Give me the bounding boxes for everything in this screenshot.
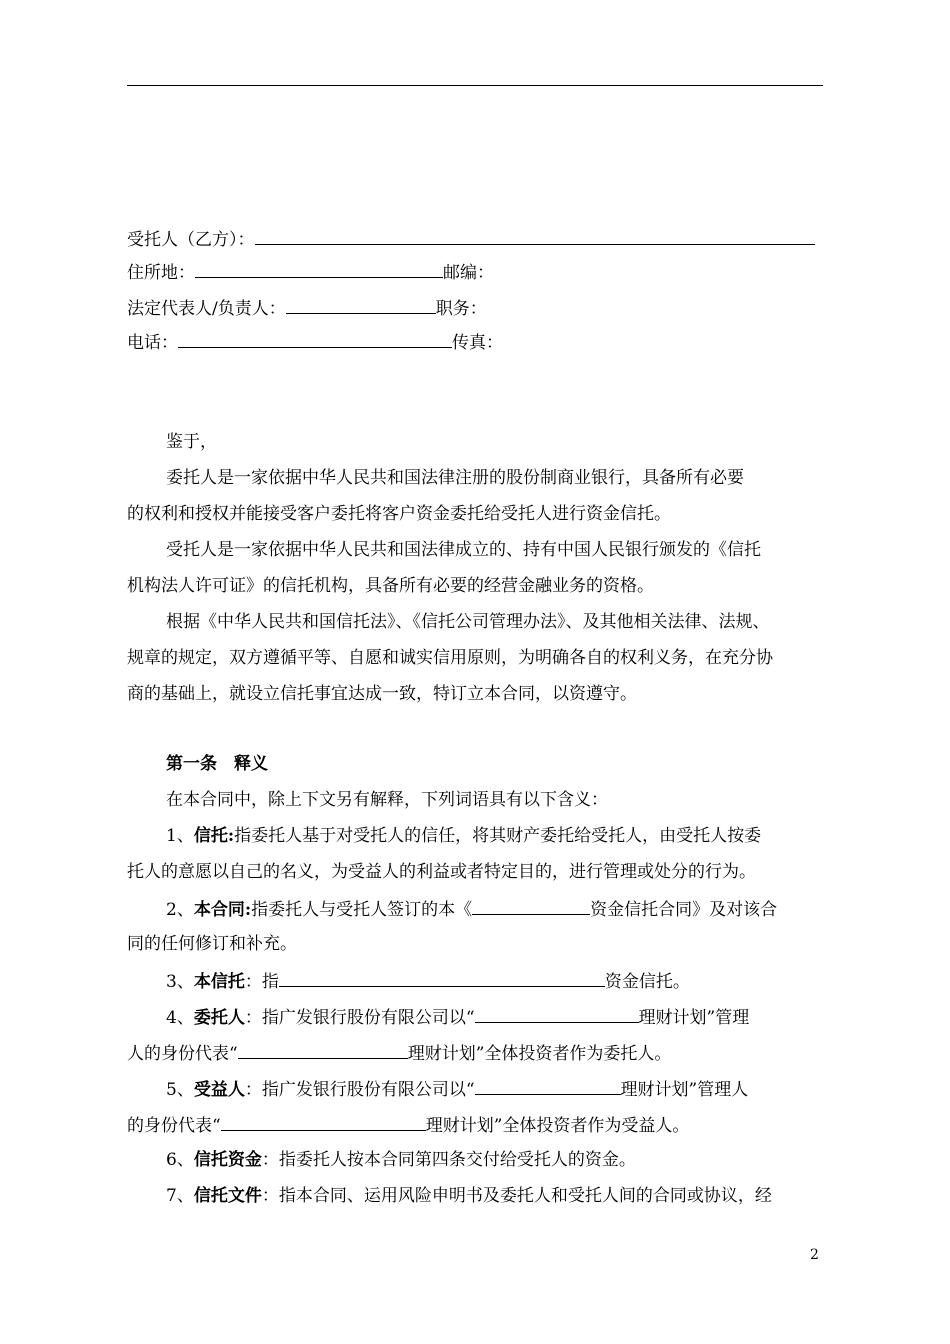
definition-3-number: 3、 <box>166 972 194 992</box>
definition-5-text-a: ：指广发银行股份有限公司以“ <box>244 1080 475 1100</box>
trust-name-blank[interactable] <box>279 968 605 987</box>
preamble-p3-line1: 根据《中华人民共和国信托法》、《信托公司管理办法》、及其他相关法律、法规、 <box>166 612 770 632</box>
phone-label: 电话： <box>127 333 178 353</box>
definition-4-text-a: ：指广发银行股份有限公司以“ <box>244 1008 475 1028</box>
phone-blank[interactable] <box>178 329 452 348</box>
position-label: 职务： <box>435 299 487 319</box>
definition-5-text-b: 理财计划”管理人 <box>620 1080 749 1100</box>
article1-intro: 在本合同中，除上下文另有解释，下列词语具有以下含义： <box>166 790 608 810</box>
definition-6-term: 信托资金 <box>193 1150 262 1170</box>
definition-7-term: 信托文件 <box>193 1186 262 1206</box>
definition-6-line1 <box>166 1148 636 1172</box>
definition-1-line1 <box>166 824 761 848</box>
definition-4-line1 <box>166 1004 749 1030</box>
definition-1-term: 信托: <box>193 826 235 846</box>
preamble-p1-line2: 的权利和授权并能接受客户委托将客户资金委托给受托人进行资金信托。 <box>127 504 671 524</box>
definition-3-text-b: 资金信托。 <box>604 972 690 992</box>
definition-2-text-b: 资金信托合同》及对该合 <box>590 900 778 920</box>
definition-2-line1 <box>166 896 777 922</box>
definition-3-text-a: ：指 <box>244 972 279 992</box>
definition-1-text: 指委托人基于对受托人的信任，将其财产委托给受托人，由受托人按委 <box>234 826 762 846</box>
representative-line <box>127 295 487 321</box>
address-blank[interactable] <box>195 259 443 278</box>
trustee-label: 受托人（乙方）： <box>127 230 255 250</box>
settlor-plan-blank-1[interactable] <box>475 1004 639 1023</box>
definition-3-term: 本信托 <box>193 972 245 992</box>
definition-6-text: ：指委托人按本合同第四条交付给受托人的资金。 <box>261 1150 636 1170</box>
definition-2-number: 2、 <box>166 900 194 920</box>
definition-6-number: 6、 <box>166 1150 194 1170</box>
page-number: 2 <box>810 1247 819 1263</box>
settlor-plan-blank-2[interactable] <box>238 1040 408 1059</box>
contract-name-blank[interactable] <box>472 896 590 915</box>
address-label: 住所地： <box>127 263 195 283</box>
definition-4-text-c: 人的身份代表“ <box>127 1044 238 1064</box>
definition-7-number: 7、 <box>166 1186 194 1206</box>
definition-4-text-d: 理财计划”全体投资者作为委托人。 <box>407 1044 672 1064</box>
trustee-line <box>127 226 815 252</box>
preamble-p1-line1: 委托人是一家依据中华人民共和国法律注册的股份制商业银行，具备所有必要 <box>166 468 744 488</box>
preamble-p3-line2: 规章的规定，双方遵循平等、自愿和诚实信用原则，为明确各自的权利义务，在充分协 <box>127 648 773 668</box>
definition-5-line1 <box>166 1076 748 1102</box>
definition-4-term: 委托人 <box>193 1008 245 1028</box>
address-line <box>127 259 494 285</box>
fax-label: 传真： <box>452 333 503 353</box>
preamble-p2-line1: 受托人是一家依据中华人民共和国法律成立的、持有中国人民银行颁发的《信托 <box>166 540 761 560</box>
definition-3-line1 <box>166 968 690 994</box>
definition-7-text: ：指本合同、运用风险申明书及委托人和受托人间的合同或协议，经 <box>261 1186 772 1206</box>
definition-2-text-a: 指委托人与受托人签订的本《 <box>251 900 473 920</box>
preamble-p2-line2: 机构法人许可证》的信托机构，具备所有必要的经营金融业务的资格。 <box>127 576 654 596</box>
definition-5-number: 5、 <box>166 1080 194 1100</box>
definition-4-number: 4、 <box>166 1008 194 1028</box>
beneficiary-plan-blank-2[interactable] <box>221 1112 426 1131</box>
definition-4-line2 <box>127 1040 671 1066</box>
definition-4-text-b: 理财计划”管理 <box>638 1008 750 1028</box>
representative-label: 法定代表人/负责人： <box>127 299 286 319</box>
postcode-label: 邮编： <box>443 263 494 283</box>
whereas-heading: 鉴于， <box>166 432 217 452</box>
definition-5-line2 <box>127 1112 689 1138</box>
definition-2-line2: 同的任何修订和补充。 <box>127 934 297 954</box>
header-rule <box>127 85 823 86</box>
definition-2-term: 本合同: <box>193 900 252 920</box>
definition-1-number: 1、 <box>166 826 194 846</box>
trustee-blank[interactable] <box>255 226 815 245</box>
definition-7-line1 <box>166 1184 772 1208</box>
representative-blank[interactable] <box>286 295 436 314</box>
phone-line <box>127 329 503 355</box>
definition-5-text-c: 的身份代表“ <box>127 1116 221 1136</box>
beneficiary-plan-blank-1[interactable] <box>475 1076 621 1095</box>
definition-1-line2: 托人的意愿以自己的名义，为受益人的利益或者特定目的，进行管理或处分的行为。 <box>127 862 756 882</box>
definition-5-term: 受益人 <box>193 1080 245 1100</box>
article1-title: 第一条 释义 <box>166 754 268 774</box>
preamble-p3-line3: 商的基础上，就设立信托事宜达成一致，特订立本合同，以资遵守。 <box>127 684 637 704</box>
definition-5-text-d: 理财计划”全体投资者作为受益人。 <box>425 1116 690 1136</box>
